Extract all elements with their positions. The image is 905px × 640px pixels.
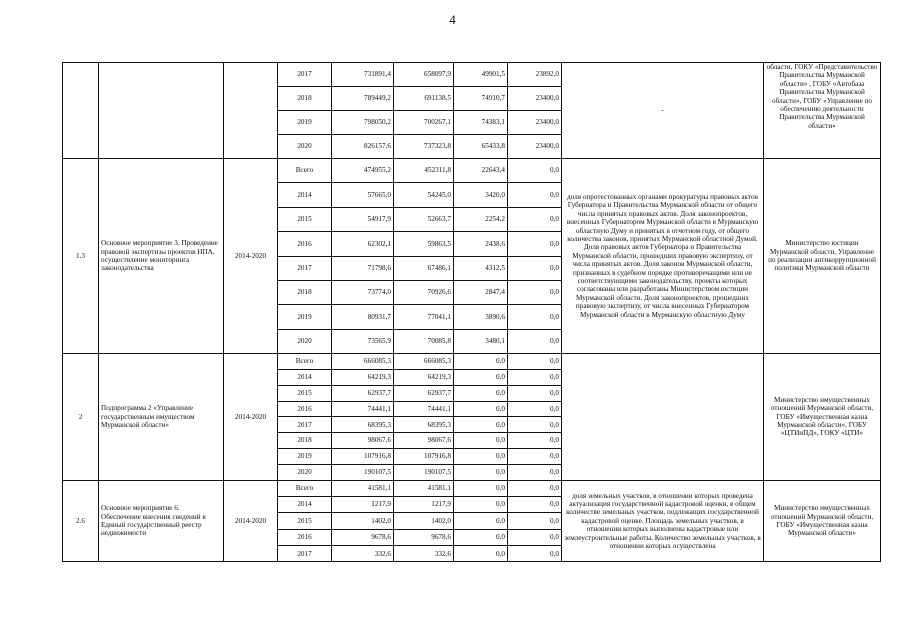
total-cell: 41581,1: [332, 480, 394, 496]
executor-text: области, ГОКУ «Представительство Правительства Мурманской области» , ГОБУ «Автобаза Правительства Мурманской области», ГОБУ «Управление по обеспечению деятельности Правительства Мурманской области»: [764, 63, 881, 159]
regional-budget-cell: 332,6: [394, 546, 454, 562]
federal-budget-cell: 3890,6: [454, 305, 508, 329]
regional-budget-cell: 67486,1: [394, 256, 454, 280]
federal-budget-cell: 0,0: [454, 529, 508, 545]
executor-text: Министерство имущественных отношений Мурманской области, ГОБУ «Имущественная казна Мурманской области»: [764, 480, 881, 562]
federal-budget-cell: 2438,6: [454, 232, 508, 256]
federal-budget-cell: 0,0: [454, 385, 508, 401]
total-cell: 74441,1: [332, 401, 394, 417]
other-sources-cell: 0,0: [508, 329, 562, 353]
total-cell: 62302,1: [332, 232, 394, 256]
federal-budget-cell: 74910,7: [454, 87, 508, 111]
other-sources-cell: 0,0: [508, 207, 562, 231]
year-cell: 2015: [278, 207, 332, 231]
regional-budget-cell: 59863,5: [394, 232, 454, 256]
year-cell: 2014: [278, 183, 332, 207]
federal-budget-cell: 0,0: [454, 401, 508, 417]
other-sources-cell: 0,0: [508, 417, 562, 433]
total-cell: 332,6: [332, 546, 394, 562]
regional-budget-cell: 737323,8: [394, 135, 454, 159]
year-cell: 2016: [278, 529, 332, 545]
regional-budget-cell: 666085,3: [394, 354, 454, 370]
row-number: 2: [63, 354, 99, 480]
row-number: 1.3: [63, 159, 99, 354]
federal-budget-cell: 49901,5: [454, 63, 508, 87]
year-cell: 2020: [278, 464, 332, 480]
activity-name: Основное мероприятие 3. Проведение правовой экспертизы проектов НПА, осуществление мониторинга законодательства: [99, 159, 224, 354]
regional-budget-cell: 74441,1: [394, 401, 454, 417]
regional-budget-cell: 1217,9: [394, 496, 454, 512]
other-sources-cell: 0,0: [508, 256, 562, 280]
total-cell: 57665,0: [332, 183, 394, 207]
executor-text: Министерство имущественных отношений Мурманской области, ГОБУ «Имущественная казна Мурманской области», ГОБУ «ЦТИиПД», ГОКУ «ЦТИ»: [764, 354, 881, 480]
federal-budget-cell: 0,0: [454, 546, 508, 562]
total-cell: 666085,3: [332, 354, 394, 370]
regional-budget-cell: 62937,7: [394, 385, 454, 401]
regional-budget-cell: 658097,9: [394, 63, 454, 87]
year-cell: 2016: [278, 232, 332, 256]
year-cell: 2014: [278, 369, 332, 385]
other-sources-cell: 0,0: [508, 546, 562, 562]
other-sources-cell: 0,0: [508, 305, 562, 329]
other-sources-cell: 0,0: [508, 232, 562, 256]
year-cell: 2015: [278, 385, 332, 401]
total-cell: 54917,9: [332, 207, 394, 231]
other-sources-cell: 0,0: [508, 496, 562, 512]
total-cell: 474955,2: [332, 159, 394, 183]
other-sources-cell: 23400,0: [508, 87, 562, 111]
federal-budget-cell: 0,0: [454, 480, 508, 496]
executor-text: Министерство юстиции Мурманской области, Управление по реализации антикоррупционной политики Мурманской области: [764, 159, 881, 354]
table-row: [63, 63, 881, 87]
indicator-text: доля земельных участков, в отношении которых проведена актуализация государственной кадастровой оценки, в общем количестве земельных участков, подлежащих государственной кадастровой оценке. Площадь земельных участков, в отношении которых выполнены кадастровые или землеустроительные работы. Количество земельных участков, в отношении которых осуществлена: [562, 480, 764, 562]
federal-budget-cell: 2847,4: [454, 280, 508, 304]
federal-budget-cell: 0,0: [454, 417, 508, 433]
federal-budget-cell: 0,0: [454, 464, 508, 480]
regional-budget-cell: 70926,6: [394, 280, 454, 304]
year-cell: 2020: [278, 135, 332, 159]
total-cell: 1217,9: [332, 496, 394, 512]
federal-budget-cell: 0,0: [454, 496, 508, 512]
federal-budget-cell: 74383,1: [454, 111, 508, 135]
federal-budget-cell: 0,0: [454, 433, 508, 449]
year-cell: 2018: [278, 433, 332, 449]
year-cell: 2018: [278, 280, 332, 304]
other-sources-cell: 0,0: [508, 385, 562, 401]
total-cell: 68395,3: [332, 417, 394, 433]
year-cell: 2015: [278, 513, 332, 529]
federal-budget-cell: 0,0: [454, 448, 508, 464]
regional-budget-cell: 452311,8: [394, 159, 454, 183]
year-cell: 2016: [278, 401, 332, 417]
federal-budget-cell: 0,0: [454, 369, 508, 385]
row-number: 2.6: [63, 480, 99, 562]
other-sources-cell: 0,0: [508, 369, 562, 385]
other-sources-cell: 23400,0: [508, 111, 562, 135]
regional-budget-cell: 691138,5: [394, 87, 454, 111]
other-sources-cell: 0,0: [508, 159, 562, 183]
total-cell: 789449,2: [332, 87, 394, 111]
year-cell: 2017: [278, 417, 332, 433]
indicator-text: [562, 354, 764, 480]
row-number: [63, 63, 99, 159]
other-sources-cell: 23400,0: [508, 135, 562, 159]
program-financing-table: [62, 62, 881, 562]
table-row: [63, 480, 881, 496]
other-sources-cell: 0,0: [508, 480, 562, 496]
indicator-text: доля опротестованных органами прокуратуры правовых актов Губернатора и Правительства Мурманской области от общего числа принятых правовых актов. Доля законопроектов, внесенных Губернатором Мурманской области в Мурманскую областную Думу и принятых в отчетном году, от общего количества законов, принятых Мурманской областной Думой. Доля правовых актов Губернатора и Правительства Мурманской области, прошедших правовую экспертизу, от числа принятых актов. Доля законов Мурманской области, признанных в судебном порядке противоречащими или не соответствующими законодательству, проекты которых согласованы или разработаны Министерством юстиции Мурманской области. Доля законопроектов, прошедших правовую экспертизу, от числа внесенных Губернатором Мурманской области в Мурманскую областную Думу: [562, 159, 764, 354]
year-cell: 2018: [278, 87, 332, 111]
federal-budget-cell: 65433,8: [454, 135, 508, 159]
regional-budget-cell: 77041,1: [394, 305, 454, 329]
total-cell: 71798,6: [332, 256, 394, 280]
other-sources-cell: 0,0: [508, 183, 562, 207]
total-cell: 826157,6: [332, 135, 394, 159]
activity-name: Подпрограмма 2 «Управление государственным имуществом Мурманской области»: [99, 354, 224, 480]
total-cell: 1402,0: [332, 513, 394, 529]
federal-budget-cell: 3480,1: [454, 329, 508, 353]
federal-budget-cell: 3420,0: [454, 183, 508, 207]
total-cell: 64219,3: [332, 369, 394, 385]
total-cell: 190107,5: [332, 464, 394, 480]
regional-budget-cell: 64219,3: [394, 369, 454, 385]
regional-budget-cell: 70085,8: [394, 329, 454, 353]
table-row: [63, 354, 881, 370]
regional-budget-cell: 54245,0: [394, 183, 454, 207]
indicator-text: -: [562, 63, 764, 159]
other-sources-cell: 0,0: [508, 433, 562, 449]
total-cell: 98067,6: [332, 433, 394, 449]
total-cell: 798050,2: [332, 111, 394, 135]
regional-budget-cell: 1402,0: [394, 513, 454, 529]
regional-budget-cell: 68395,3: [394, 417, 454, 433]
period: 2014-2020: [224, 159, 278, 354]
other-sources-cell: 23892,0: [508, 63, 562, 87]
year-cell: 2019: [278, 448, 332, 464]
year-cell: 2017: [278, 546, 332, 562]
regional-budget-cell: 9678,6: [394, 529, 454, 545]
activity-name: [99, 63, 224, 159]
regional-budget-cell: 700267,1: [394, 111, 454, 135]
federal-budget-cell: 0,0: [454, 513, 508, 529]
federal-budget-cell: 0,0: [454, 354, 508, 370]
period: [224, 63, 278, 159]
total-cell: 9678,6: [332, 529, 394, 545]
other-sources-cell: 0,0: [508, 513, 562, 529]
total-cell: 107916,8: [332, 448, 394, 464]
regional-budget-cell: 190107,5: [394, 464, 454, 480]
other-sources-cell: 0,0: [508, 401, 562, 417]
table-row: [63, 159, 881, 183]
year-cell: 2017: [278, 256, 332, 280]
other-sources-cell: 0,0: [508, 529, 562, 545]
period: 2014-2020: [224, 354, 278, 480]
year-cell: 2017: [278, 63, 332, 87]
other-sources-cell: 0,0: [508, 464, 562, 480]
year-cell: 2020: [278, 329, 332, 353]
year-cell: Всего: [278, 159, 332, 183]
other-sources-cell: 0,0: [508, 354, 562, 370]
total-cell: 731891,4: [332, 63, 394, 87]
other-sources-cell: 0,0: [508, 280, 562, 304]
total-cell: 62937,7: [332, 385, 394, 401]
year-cell: Всего: [278, 354, 332, 370]
year-cell: 2019: [278, 111, 332, 135]
regional-budget-cell: 52663,7: [394, 207, 454, 231]
period: 2014-2020: [224, 480, 278, 562]
regional-budget-cell: 41581,1: [394, 480, 454, 496]
total-cell: 73774,0: [332, 280, 394, 304]
activity-name: Основное мероприятие 6. Обеспечение внесения сведений в Единый государственный реестр недвижимости: [99, 480, 224, 562]
regional-budget-cell: 98067,6: [394, 433, 454, 449]
regional-budget-cell: 107916,8: [394, 448, 454, 464]
year-cell: 2019: [278, 305, 332, 329]
total-cell: 80931,7: [332, 305, 394, 329]
year-cell: 2014: [278, 496, 332, 512]
page-number: 4: [449, 12, 456, 27]
federal-budget-cell: 2254,2: [454, 207, 508, 231]
total-cell: 73565,9: [332, 329, 394, 353]
federal-budget-cell: 22643,4: [454, 159, 508, 183]
year-cell: Всего: [278, 480, 332, 496]
other-sources-cell: 0,0: [508, 448, 562, 464]
federal-budget-cell: 4312,5: [454, 256, 508, 280]
